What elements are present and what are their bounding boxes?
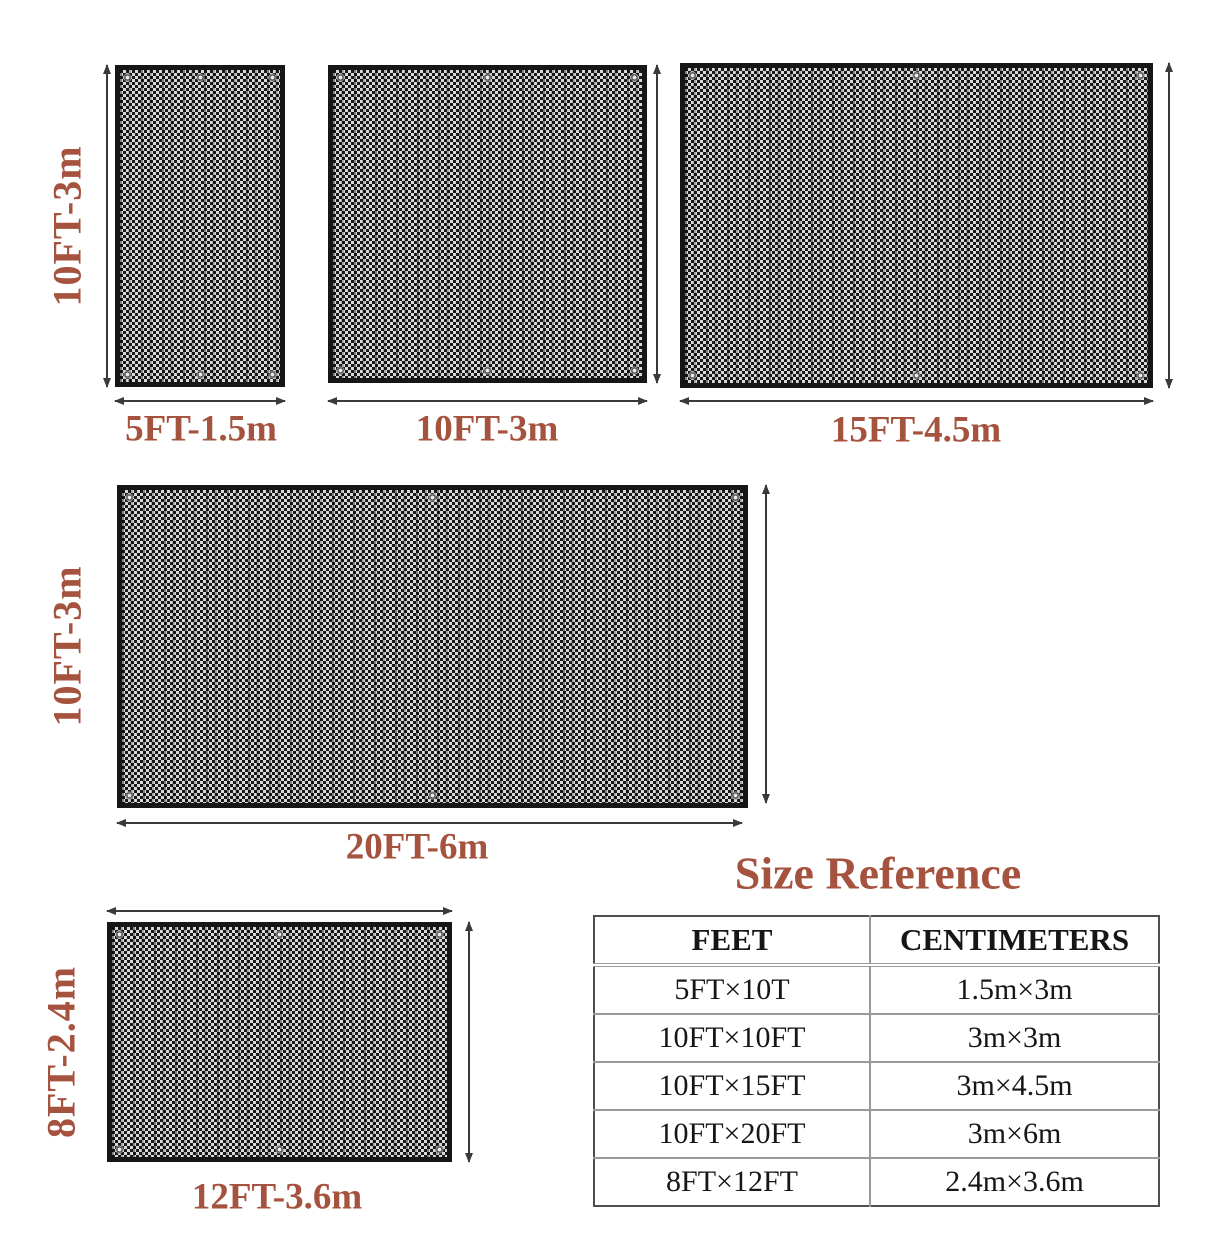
width-label-10x20: 20FT-6m — [345, 826, 489, 868]
height-arrow-8x12 — [468, 922, 470, 1162]
width-arrow-10x10 — [328, 400, 647, 402]
centimeters-cell: 1.5m×3m — [956, 973, 1073, 1006]
mesh-panel-10x10 — [328, 65, 647, 383]
feet-cell: 10FT×20FT — [594, 1110, 870, 1158]
size-reference-title: Size Reference — [734, 847, 1022, 899]
width-label-10x10: 10FT-3m — [415, 408, 559, 450]
feet-cell: 5FT×10T — [594, 965, 870, 1014]
row2-height-label: 10FT-3m — [44, 565, 90, 727]
table-body — [594, 965, 1159, 1206]
width-arrow-8x12 — [107, 910, 452, 912]
mesh-panel-10x15 — [680, 63, 1153, 388]
mesh-panel-5x10 — [115, 65, 285, 387]
table-header-centimeters: CENTIMETERS — [870, 916, 1159, 965]
row1-height-label: 10FT-3m — [44, 145, 90, 307]
width-label-10x15: 15FT-4.5m — [830, 409, 1002, 451]
width-label-5x10: 5FT-1.5m — [125, 408, 277, 450]
table-row — [594, 1110, 1159, 1158]
mesh-panel-8x12 — [107, 922, 452, 1162]
width-arrow-10x15 — [680, 400, 1153, 402]
centimeters-cell: 2.4m×3.6m — [870, 1158, 1159, 1206]
table-row — [594, 1062, 1159, 1110]
feet-cell: 10FT×15FT — [594, 1062, 870, 1110]
table-row — [594, 1158, 1159, 1206]
width-arrow-10x20 — [117, 822, 742, 824]
height-arrow-10x10 — [656, 65, 658, 383]
height-arrow-10x20 — [765, 485, 767, 803]
centimeters-cell: 3m×4.5m — [870, 1062, 1159, 1110]
mesh-panel-10x20 — [117, 485, 748, 808]
feet-cell: 8FT×12FT — [594, 1158, 870, 1206]
feet-cell: 10FT×10FT — [594, 1014, 870, 1062]
table-header-feet: FEET — [594, 916, 870, 965]
height-arrow-5x10 — [106, 65, 108, 387]
centimeters-cell: 3m×6m — [870, 1110, 1159, 1158]
table-header-row — [594, 916, 1159, 965]
centimeters-cell: 3m×3m — [870, 1014, 1159, 1062]
row3-height-label: 8FT-2.4m — [38, 965, 84, 1139]
width-arrow-5x10 — [115, 400, 285, 402]
width-label-8x12: 12FT-3.6m — [191, 1176, 363, 1218]
table-row — [594, 965, 1159, 1014]
height-arrow-10x15 — [1168, 63, 1170, 388]
table-row — [594, 1014, 1159, 1062]
size-reference-table — [593, 915, 1160, 1207]
